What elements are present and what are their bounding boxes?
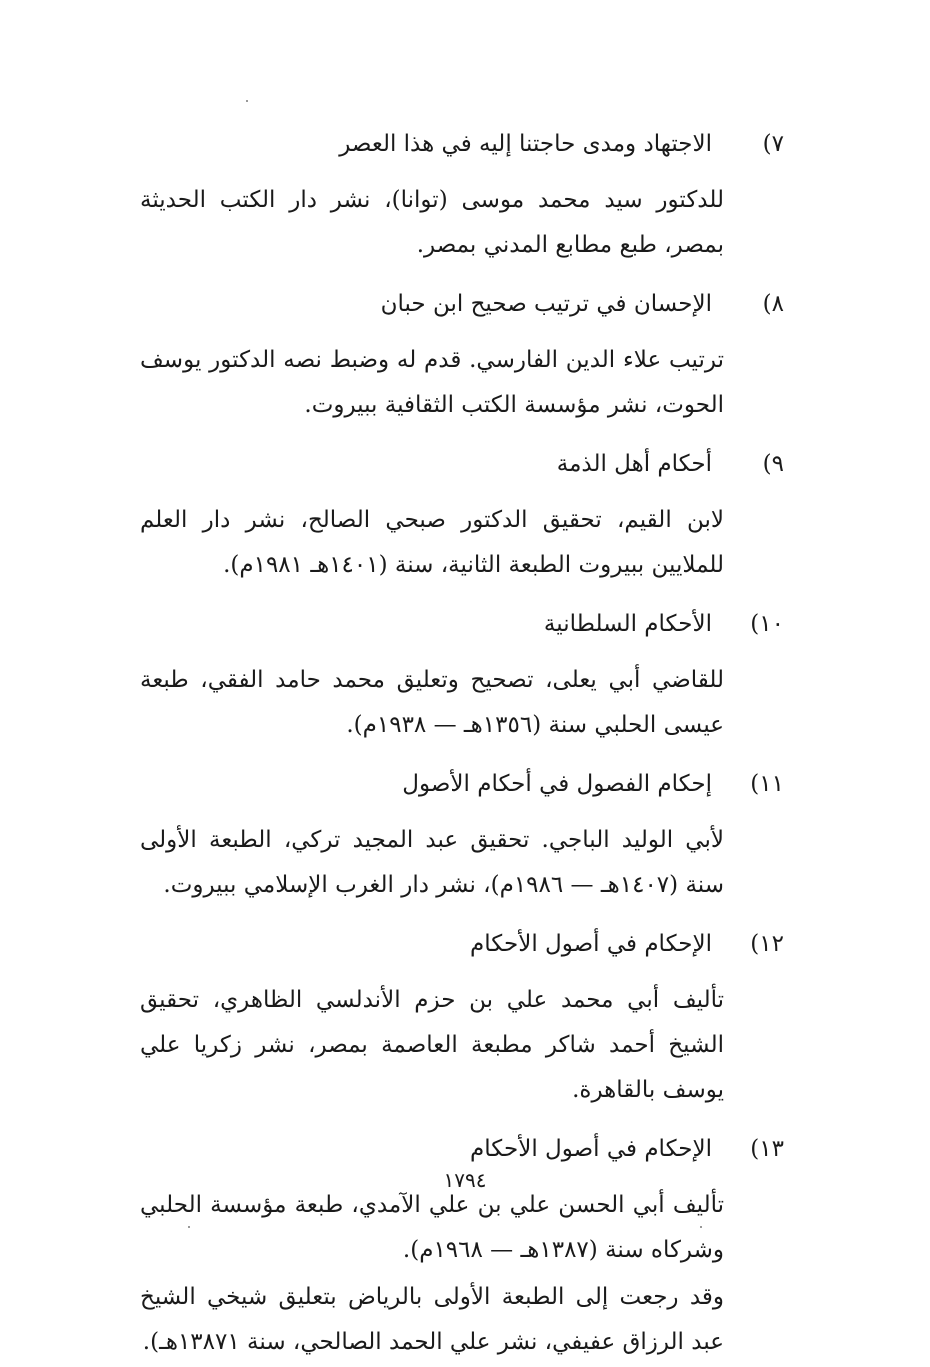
entry-title: الأحكام السلطانية [543, 611, 712, 637]
entry-number: ١٣) [750, 1136, 784, 1162]
entry-title-row [140, 750, 788, 818]
entry-description: تأليف أبي الحسن علي بن علي الآمدي، طبعة مؤسسة الحلبي وشركاه سنة (١٣٨٧هـ — ١٩٦٨م). [140, 1192, 724, 1263]
entry-description: للدكتور سيد محمد موسى (توانا)، نشر دار الكتب الحديثة بمصر، طبع مطابع المدني بمصر. [140, 187, 724, 258]
entry-title: أحكام أهل الذمة [556, 451, 712, 477]
reference-entry [140, 430, 788, 590]
entry-number: ١٠) [750, 611, 784, 637]
entry-number: ٩) [762, 451, 784, 477]
entry-number: ١٢) [750, 931, 784, 957]
entry-note: وقد رجعت إلى الطبعة الأولى بالرياض بتعليق شيخي الشيخ عبد الرزاق عفيفي، نشر علي الحمد الصالحي، سنة ١٣٨٧١هـ). [140, 1284, 724, 1355]
entry-description: ترتيب علاء الدين الفارسي. قدم له وضبط نصه الدكتور يوسف الحوت، نشر مؤسسة الكتب الثقافية ببيروت. [140, 347, 724, 418]
entry-description: للقاضي أبي يعلى، تصحيح وتعليق محمد حامد الفقي، طبعة عيسى الحلبي سنة (١٣٥٦هـ — ١٩٣٨م). [140, 667, 724, 738]
entry-description: تأليف أبي محمد علي بن حزم الأندلسي الظاهري، تحقيق الشيخ أحمد شاكر مطبعة العاصمة بمصر، نشر زكريا علي يوسف بالقاهرة. [140, 987, 724, 1103]
entry-title-row [140, 910, 788, 978]
scan-speck [700, 1226, 702, 1228]
entry-title-row [140, 270, 788, 338]
scan-speck [246, 100, 248, 102]
entry-number: ٧) [762, 131, 784, 157]
entry-title-row [140, 590, 788, 658]
entry-title: الإحكام في أصول الأحكام [470, 931, 712, 957]
reference-entry [140, 1115, 788, 1367]
reference-entry [140, 750, 788, 910]
reference-entry [140, 910, 788, 1115]
scan-speck [188, 1226, 190, 1228]
entry-title: الاجتهاد ومدى حاجتنا إليه في هذا العصر [339, 131, 712, 157]
entry-number: ٨) [762, 291, 784, 317]
entry-title-row [140, 110, 788, 178]
reference-entry [140, 110, 788, 270]
entry-title: الإحكام في أصول الأحكام [470, 1136, 712, 1162]
reference-entry [140, 590, 788, 750]
reference-entry [140, 270, 788, 430]
entry-description: لابن القيم، تحقيق الدكتور صبحي الصالح، نشر دار العلم للملايين ببيروت الطبعة الثانية، سنة (١٤٠١هـ ١٩٨١م). [140, 507, 724, 578]
entry-description: لأبي الوليد الباجي. تحقيق عبد المجيد تركي، الطبعة الأولى سنة (١٤٠٧هـ — ١٩٨٦م)، نشر دار الغرب الإسلامي ببيروت. [140, 827, 724, 898]
entry-title-row [140, 430, 788, 498]
entry-title: الإحسان في ترتيب صحيح ابن حبان [380, 291, 712, 317]
entry-number: ١١) [750, 771, 784, 797]
entry-title: إحكام الفصول في أحكام الأصول [402, 771, 712, 797]
page-number: ١٧٩٤ [443, 1168, 487, 1192]
